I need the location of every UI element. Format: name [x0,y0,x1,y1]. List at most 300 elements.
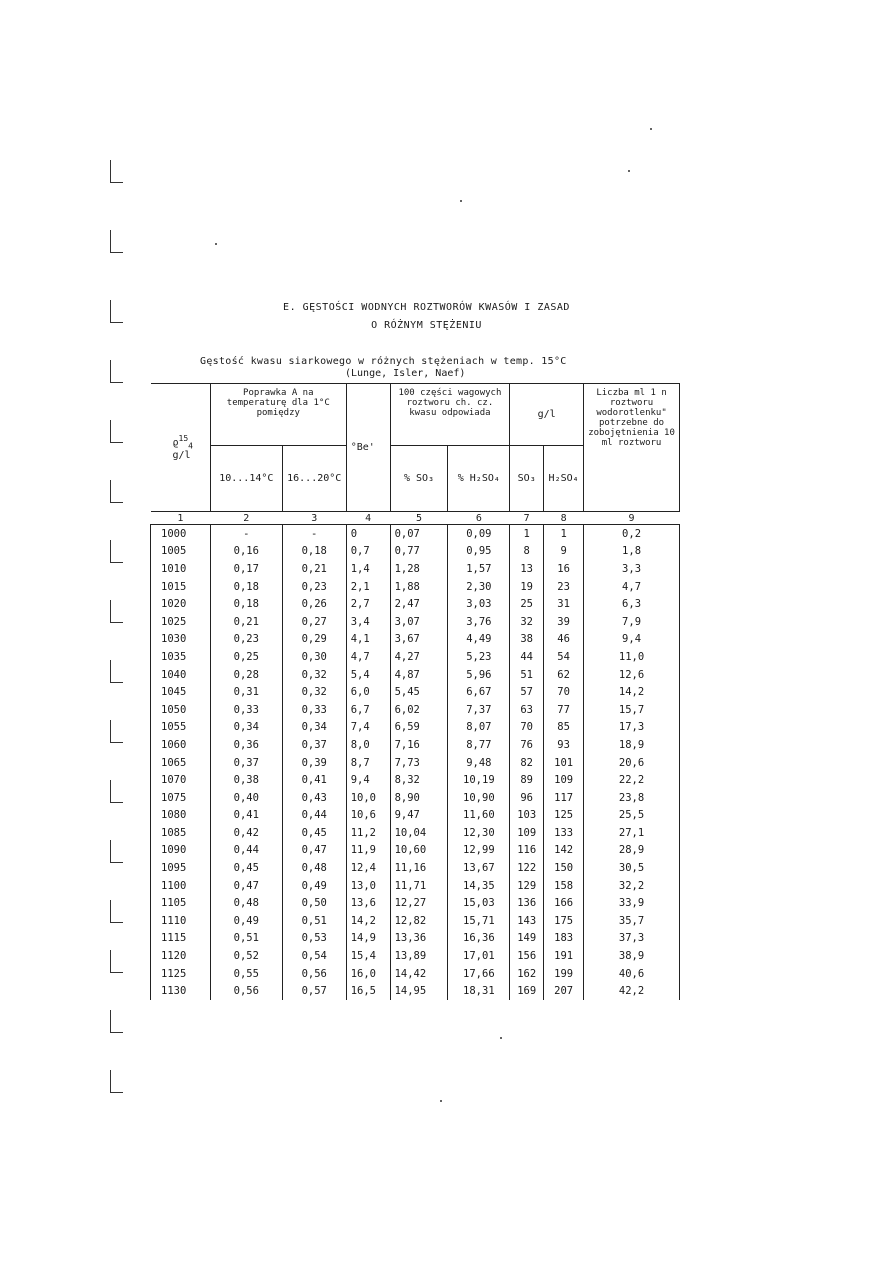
column-number: 3 [282,512,346,525]
table-cell: 1,28 [390,560,448,578]
binding-mark [110,230,123,253]
table-cell: 207 [544,982,584,1000]
column-number: 6 [448,512,510,525]
table-cell: 8,90 [390,789,448,807]
table-cell: 0 [346,525,390,543]
table-cell: 133 [544,824,584,842]
table-cell: 32,2 [584,877,680,895]
table-row [151,894,680,912]
column-number: 9 [584,512,680,525]
table-cell: 0,37 [210,754,282,772]
table-cell: 1 [544,525,584,543]
table-cell: 6,7 [346,701,390,719]
table-cell: 93 [544,736,584,754]
table-cell: 54 [544,648,584,666]
table-cell: 4,7 [346,648,390,666]
table-cell: 1005 [151,543,211,561]
table-cell: 7,9 [584,613,680,631]
table-cell: 0,52 [210,947,282,965]
table-cell: 0,77 [390,543,448,561]
table-cell: 9,48 [448,754,510,772]
table-cell: 18,31 [448,982,510,1000]
table-cell: 7,37 [448,701,510,719]
table-cell: 1025 [151,613,211,631]
column-number: 5 [390,512,448,525]
header-corr-a: 10...14°C [210,446,282,512]
table-cell: 8,77 [448,736,510,754]
table-cell: 16,36 [448,930,510,948]
table-cell: 0,49 [210,912,282,930]
binding-mark [110,420,123,443]
table-cell: 3,67 [390,631,448,649]
table-cell: 42,2 [584,982,680,1000]
table-cell: 1090 [151,842,211,860]
table-cell: 1045 [151,683,211,701]
table-cell: 14,2 [584,683,680,701]
table-cell: 1 [510,525,544,543]
table-cell: 11,2 [346,824,390,842]
table-cell: 1015 [151,578,211,596]
table-cell: 0,32 [282,666,346,684]
table-row [151,947,680,965]
table-cell: 0,49 [282,877,346,895]
binding-mark [110,840,123,863]
table-cell: 17,66 [448,965,510,983]
table-cell: 0,38 [210,771,282,789]
table-cell: 15,4 [346,947,390,965]
table-cell: 0,30 [282,648,346,666]
page-title: E. GĘSTOŚCI WODNYCH ROZTWORÓW KWASÓW I ZASAD [283,302,570,313]
table-cell: 0,44 [210,842,282,860]
header-corr-b: 16...20°C [282,446,346,512]
table-cell: 1,4 [346,560,390,578]
scan-speck [460,200,462,202]
table-row [151,754,680,772]
table-cell: 11,60 [448,807,510,825]
table-cell: 1115 [151,930,211,948]
table-cell: 0,09 [448,525,510,543]
table-cell: 109 [544,771,584,789]
table-cell: 70 [544,683,584,701]
table-cell: 17,01 [448,947,510,965]
table-cell: 15,03 [448,894,510,912]
table-cell: 62 [544,666,584,684]
table-cell: 183 [544,930,584,948]
table-cell: 117 [544,789,584,807]
table-cell: 12,6 [584,666,680,684]
table-cell: 19 [510,578,544,596]
table-cell: 63 [510,701,544,719]
table-cell: 136 [510,894,544,912]
table-cell: 4,7 [584,578,680,596]
table-row [151,719,680,737]
table-cell: 4,1 [346,631,390,649]
header-gl: g/l [510,384,584,446]
table-cell: 0,31 [210,683,282,701]
header-so3-pct: % SO₃ [390,446,448,512]
table-cell: 1130 [151,982,211,1000]
table-cell: 0,26 [282,595,346,613]
header-liczba: Liczba ml 1 n roztworu wodorotlenku" potrzebne do zobojętnienia 10 ml roztworu [584,384,680,512]
table-cell: 2,30 [448,578,510,596]
table-cell: 0,16 [210,543,282,561]
table-cell: 1035 [151,648,211,666]
table-cell: 0,23 [210,631,282,649]
column-number-row [151,512,680,525]
table-cell: 10,60 [390,842,448,860]
table-cell: 0,18 [210,595,282,613]
scan-speck [500,1037,502,1039]
table-cell: 0,53 [282,930,346,948]
table-cell: 37,3 [584,930,680,948]
page-title-line2: O RÓŻNYM STĘŻENIU [371,320,482,331]
table-cell: 96 [510,789,544,807]
table-row [151,701,680,719]
table-cell: 0,21 [282,560,346,578]
density-table [150,383,680,1000]
table-cell: 169 [510,982,544,1000]
table-cell: 158 [544,877,584,895]
table-cell: 116 [510,842,544,860]
table-cell: 0,51 [210,930,282,948]
table-row [151,578,680,596]
table-cell: 0,43 [282,789,346,807]
binding-mark [110,660,123,683]
table-cell: 0,33 [210,701,282,719]
table-cell: 0,17 [210,560,282,578]
table-cell: 1095 [151,859,211,877]
table-cell: 38 [510,631,544,649]
table-cell: 13,6 [346,894,390,912]
table-cell: 11,16 [390,859,448,877]
table-cell: 0,48 [210,894,282,912]
table-cell: 30,5 [584,859,680,877]
table-cell: 0,23 [282,578,346,596]
table-cell: 149 [510,930,544,948]
table-cell: 1105 [151,894,211,912]
table-cell: 31 [544,595,584,613]
table-cell: 175 [544,912,584,930]
table-cell: 10,19 [448,771,510,789]
table-cell: 7,4 [346,719,390,737]
table-cell: 13 [510,560,544,578]
table-cell: 12,82 [390,912,448,930]
table-cell: 9,4 [584,631,680,649]
table-cell: 11,9 [346,842,390,860]
table-cell: 0,25 [210,648,282,666]
table-cell: 6,67 [448,683,510,701]
table-cell: 199 [544,965,584,983]
header-density: $ϱ^{15}_4$ g/l [151,384,211,512]
table-cell: 22,2 [584,771,680,789]
table-cell: 162 [510,965,544,983]
table-cell: 1060 [151,736,211,754]
table-cell: 0,95 [448,543,510,561]
column-number: 2 [210,512,282,525]
table-cell: 8,07 [448,719,510,737]
table-cell: 156 [510,947,544,965]
table-cell: 0,34 [210,719,282,737]
table-cell: 8 [510,543,544,561]
header-h2so4-pct: % H₂SO₄ [448,446,510,512]
table-cell: 46 [544,631,584,649]
table-row [151,965,680,983]
table-cell: 101 [544,754,584,772]
binding-mark [110,540,123,563]
table-cell: 10,0 [346,789,390,807]
table-cell: 15,7 [584,701,680,719]
table-cell: 0,32 [282,683,346,701]
table-cell: 1030 [151,631,211,649]
binding-mark [110,720,123,743]
table-cell: 0,44 [282,807,346,825]
table-cell: 0,29 [282,631,346,649]
table-cell: 12,4 [346,859,390,877]
table-cell: 0,45 [210,859,282,877]
table-cell: 8,32 [390,771,448,789]
binding-mark [110,1070,123,1093]
scan-speck [650,128,652,130]
column-number: 8 [544,512,584,525]
table-cell: 2,7 [346,595,390,613]
table-cell: 122 [510,859,544,877]
table-cell: 0,28 [210,666,282,684]
table-row [151,595,680,613]
table-caption: Gęstość kwasu siarkowego w różnych stężeniach w temp. 15°C [200,356,567,367]
table-cell: 3,76 [448,613,510,631]
table-cell: 0,37 [282,736,346,754]
table-cell: 1050 [151,701,211,719]
header-baume: °Be' [346,384,390,512]
table-body [151,525,680,1001]
table-cell: 0,41 [210,807,282,825]
table-cell: - [282,525,346,543]
table-cell: 18,9 [584,736,680,754]
column-number: 4 [346,512,390,525]
table-cell: 4,87 [390,666,448,684]
table-cell: 1120 [151,947,211,965]
table-cell: 10,04 [390,824,448,842]
table-cell: 0,56 [282,965,346,983]
table-cell: 13,0 [346,877,390,895]
table-cell: 150 [544,859,584,877]
header-h2so4: H₂SO₄ [544,446,584,512]
table-cell: 0,33 [282,701,346,719]
table-cell: 9,4 [346,771,390,789]
table-cell: 20,6 [584,754,680,772]
table-cell: 2,47 [390,595,448,613]
table-row [151,543,680,561]
table-cell: 10,90 [448,789,510,807]
table-row [151,736,680,754]
scan-speck [440,1100,442,1102]
table-cell: 11,71 [390,877,448,895]
table-cell: 0,56 [210,982,282,1000]
binding-mark [110,900,123,923]
table-cell: 0,54 [282,947,346,965]
table-cell: 1080 [151,807,211,825]
table-cell: 1,88 [390,578,448,596]
table-row [151,560,680,578]
table-cell: 89 [510,771,544,789]
table-cell: 0,48 [282,859,346,877]
table-cell: 14,35 [448,877,510,895]
table-cell: 4,49 [448,631,510,649]
table-cell: 23 [544,578,584,596]
table-cell: 16,0 [346,965,390,983]
table-cell: 10,6 [346,807,390,825]
table-cell: 82 [510,754,544,772]
table-cell: 13,36 [390,930,448,948]
table-cell: 38,9 [584,947,680,965]
scan-speck [215,243,217,245]
table-row [151,666,680,684]
binding-mark [110,1010,123,1033]
table-cell: 4,27 [390,648,448,666]
table-cell: 11,0 [584,648,680,666]
table-cell: 14,42 [390,965,448,983]
table-cell: 103 [510,807,544,825]
table-cell: 1075 [151,789,211,807]
table-cell: 1010 [151,560,211,578]
table-cell: 2,1 [346,578,390,596]
table-cell: 142 [544,842,584,860]
table-row [151,789,680,807]
table-cell: 1100 [151,877,211,895]
table-cell: 1125 [151,965,211,983]
table-cell: 5,4 [346,666,390,684]
column-number: 7 [510,512,544,525]
table-cell: 9 [544,543,584,561]
table-cell: 1055 [151,719,211,737]
table-cell: 0,47 [282,842,346,860]
table-cell: 6,59 [390,719,448,737]
table-cell: 13,89 [390,947,448,965]
table-cell: 0,57 [282,982,346,1000]
table-row [151,912,680,930]
table-row [151,631,680,649]
table-cell: 14,9 [346,930,390,948]
table-cell: 0,51 [282,912,346,930]
table-cell: 39 [544,613,584,631]
table-cell: 0,40 [210,789,282,807]
table-cell: 5,23 [448,648,510,666]
table-cell: 166 [544,894,584,912]
table-cell: 0,39 [282,754,346,772]
table-cell: 0,50 [282,894,346,912]
table-cell: 143 [510,912,544,930]
table-cell: 44 [510,648,544,666]
table-cell: 3,03 [448,595,510,613]
table-row [151,842,680,860]
table-cell: 15,71 [448,912,510,930]
binding-mark [110,360,123,383]
table-cell: 0,55 [210,965,282,983]
table-cell: 0,21 [210,613,282,631]
table-cell: 0,47 [210,877,282,895]
table-row [151,930,680,948]
binding-mark [110,950,123,973]
table-cell: 14,95 [390,982,448,1000]
table-cell: 1020 [151,595,211,613]
table-cell: 7,16 [390,736,448,754]
table-cell: 17,3 [584,719,680,737]
table-cell: 25 [510,595,544,613]
table-cell: 51 [510,666,544,684]
table-cell: 0,42 [210,824,282,842]
table-cell: 33,9 [584,894,680,912]
table-cell: 0,2 [584,525,680,543]
table-cell: 27,1 [584,824,680,842]
table-cell: 25,5 [584,807,680,825]
table-cell: 0,18 [282,543,346,561]
table-cell: 1000 [151,525,211,543]
table-cell: 70 [510,719,544,737]
table-row [151,824,680,842]
table-cell: 3,3 [584,560,680,578]
table-cell: 191 [544,947,584,965]
table-cell: 85 [544,719,584,737]
table-cell: 12,27 [390,894,448,912]
table-cell: 3,4 [346,613,390,631]
table-cell: 35,7 [584,912,680,930]
table-cell: 0,27 [282,613,346,631]
table-cell: 13,67 [448,859,510,877]
table-row [151,683,680,701]
table-cell: 1085 [151,824,211,842]
header-so3: SO₃ [510,446,544,512]
table-cell: 32 [510,613,544,631]
table-cell: 0,41 [282,771,346,789]
table-row [151,613,680,631]
table-cell: 1040 [151,666,211,684]
table-cell: 109 [510,824,544,842]
table-cell: 129 [510,877,544,895]
table-row [151,877,680,895]
table-cell: 8,7 [346,754,390,772]
table-cell: 6,0 [346,683,390,701]
column-number: 1 [151,512,211,525]
header-parts: 100 części wagowych roztworu ch. cz. kwasu odpowiada [390,384,510,446]
table-cell: 8,0 [346,736,390,754]
table-cell: 40,6 [584,965,680,983]
table-cell: 76 [510,736,544,754]
table-caption-source: (Lunge, Isler, Naef) [345,368,466,379]
table-cell: 77 [544,701,584,719]
table-cell: 23,8 [584,789,680,807]
table-cell: 3,07 [390,613,448,631]
table-cell: 14,2 [346,912,390,930]
binding-mark [110,160,123,183]
table-row [151,525,680,543]
table-cell: 5,45 [390,683,448,701]
table-cell: 1110 [151,912,211,930]
table-cell: 0,18 [210,578,282,596]
table-cell: 125 [544,807,584,825]
table-cell: 12,30 [448,824,510,842]
table-cell: 1,57 [448,560,510,578]
table-row [151,859,680,877]
binding-mark [110,480,123,503]
table-row [151,807,680,825]
table-cell: 57 [510,683,544,701]
table-cell: 16 [544,560,584,578]
table-cell: 0,7 [346,543,390,561]
table-cell: 1065 [151,754,211,772]
table-row [151,982,680,1000]
table-row [151,771,680,789]
table-row [151,648,680,666]
